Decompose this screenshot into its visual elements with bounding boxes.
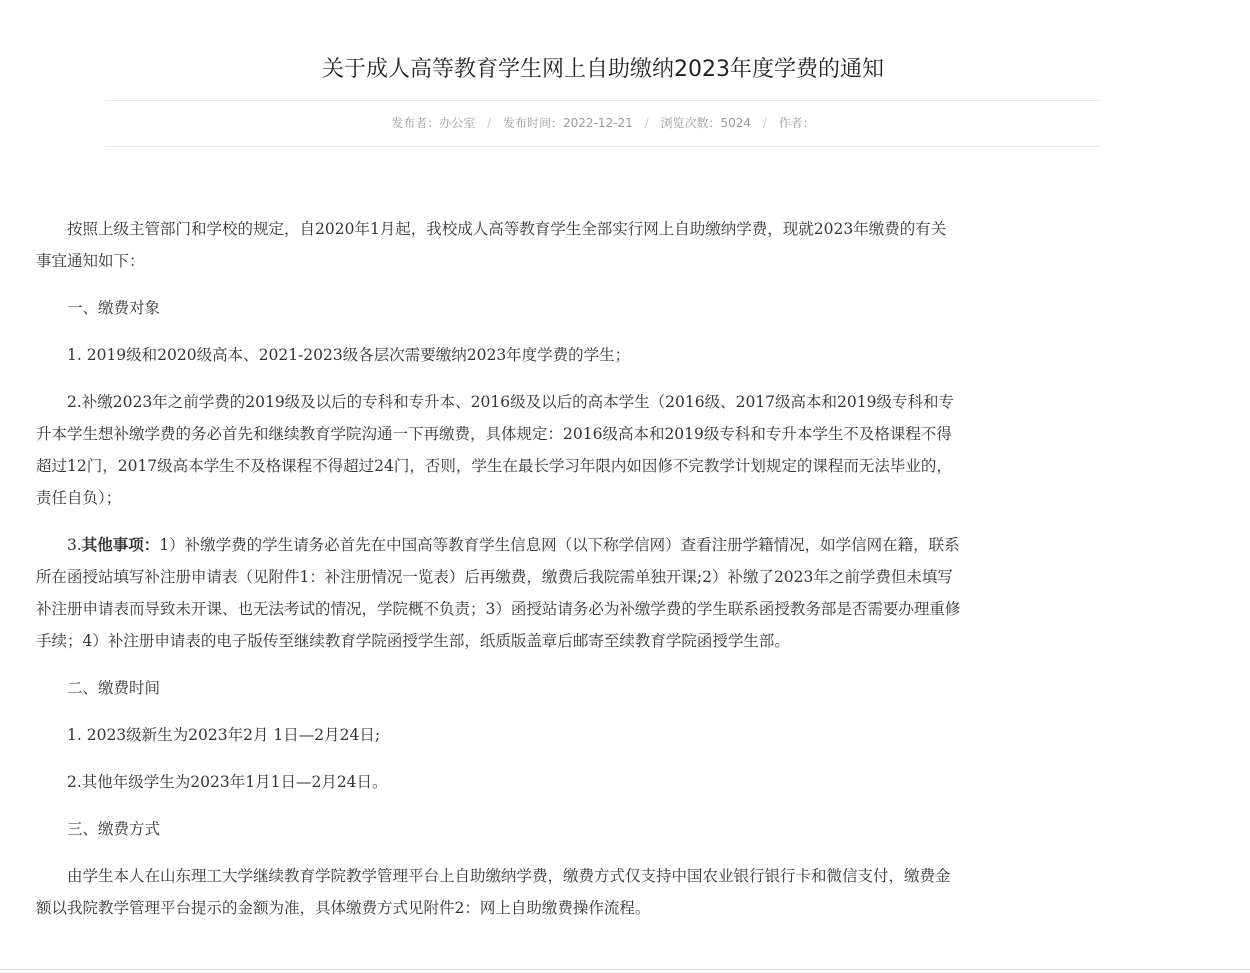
meta-separator: / xyxy=(644,116,649,130)
method-paragraph: 由学生本人在山东理工大学继续教育学院教学管理平台上自助缴纳学费，缴费方式仅支持中国农业银行银行卡和微信支付，缴费金额以我院教学管理平台提示的金额为准，具体缴费方式见附件2：网上自助缴费操作流程。 xyxy=(36,867,951,917)
view-count-value: 5024 xyxy=(720,116,752,130)
targets-item-2: 2.补缴2023年之前学费的2019级及以后的专科和专升本、2016级及以后的高本学生（2016级、2017级高本和2019级专科和专升本学生想补缴学费的务必首先和继续教育学院沟通一下再缴费，具体规定：2016级高本和2019级专科和专升本学生不及格课程不得超过12门，2017级高本学生不及格课程不得超过24门，否则，学生在最长学习年限内如因修不完教学计划规定的课程而无法毕业的，责任自负）； xyxy=(36,393,954,507)
author-label: 作者： xyxy=(778,116,815,130)
time-item-1: 1. 2023级新生为2023年2月 1日—2月24日; xyxy=(67,726,381,744)
section-heading-targets: 一、缴费对象 xyxy=(67,299,161,317)
other-matters-label: 其他事项： xyxy=(81,535,160,554)
view-count-label: 浏览次数： xyxy=(660,116,721,130)
article-meta xyxy=(105,101,1101,147)
meta-separator: / xyxy=(762,116,767,130)
section-heading-time: 二、缴费时间 xyxy=(67,679,161,697)
time-item-2: 2.其他年级学生为2023年1月1日—2月24日。 xyxy=(67,773,388,791)
publish-date-value: 2022-12-21 xyxy=(563,116,633,130)
bottom-divider xyxy=(0,969,1250,970)
other-matters-text: 1）补缴学费的学生请务必首先在中国高等教育学生信息网（以下称学信网）查看注册学籍情况，如学信网在籍，联系所在函授站填写补注册申请表（见附件1：补注册情况一览表）后再缴费，缴费后我院需单独开课;2）补缴了2023年之前学费但未填写补注册申请表而导致未开课、也无法考试的情况，学院概不负责；3）函授站请务必为补缴学费的学生联系函授教务部是否需要办理重修手续；4）补注册申请表的电子版传至继续教育学院函授学生部，纸质版盖章后邮寄至续教育学院函授学生部。 xyxy=(36,536,961,650)
article xyxy=(105,0,1101,147)
intro-paragraph: 按照上级主管部门和学校的规定，自2020年1月起，我校成人高等教育学生全部实行网上自助缴纳学费，现就2023年缴费的有关事宜通知如下： xyxy=(36,220,947,270)
targets-item-1: 1. 2019级和2020级高本、2021-2023级各层次需要缴纳2023年度学费的学生； xyxy=(67,346,631,364)
article-body xyxy=(36,213,961,939)
meta-separator: / xyxy=(487,116,492,130)
page-title: 关于成人高等教育学生网上自助缴纳2023年度学费的通知 xyxy=(105,0,1101,101)
publish-date-label: 发布时间： xyxy=(502,116,563,130)
section-heading-method: 三、缴费方式 xyxy=(67,820,161,838)
targets-item-3 xyxy=(36,529,961,657)
publisher-value: 办公室 xyxy=(439,116,476,130)
item-number: 3. xyxy=(67,536,82,554)
publisher-label: 发布者： xyxy=(391,116,440,130)
